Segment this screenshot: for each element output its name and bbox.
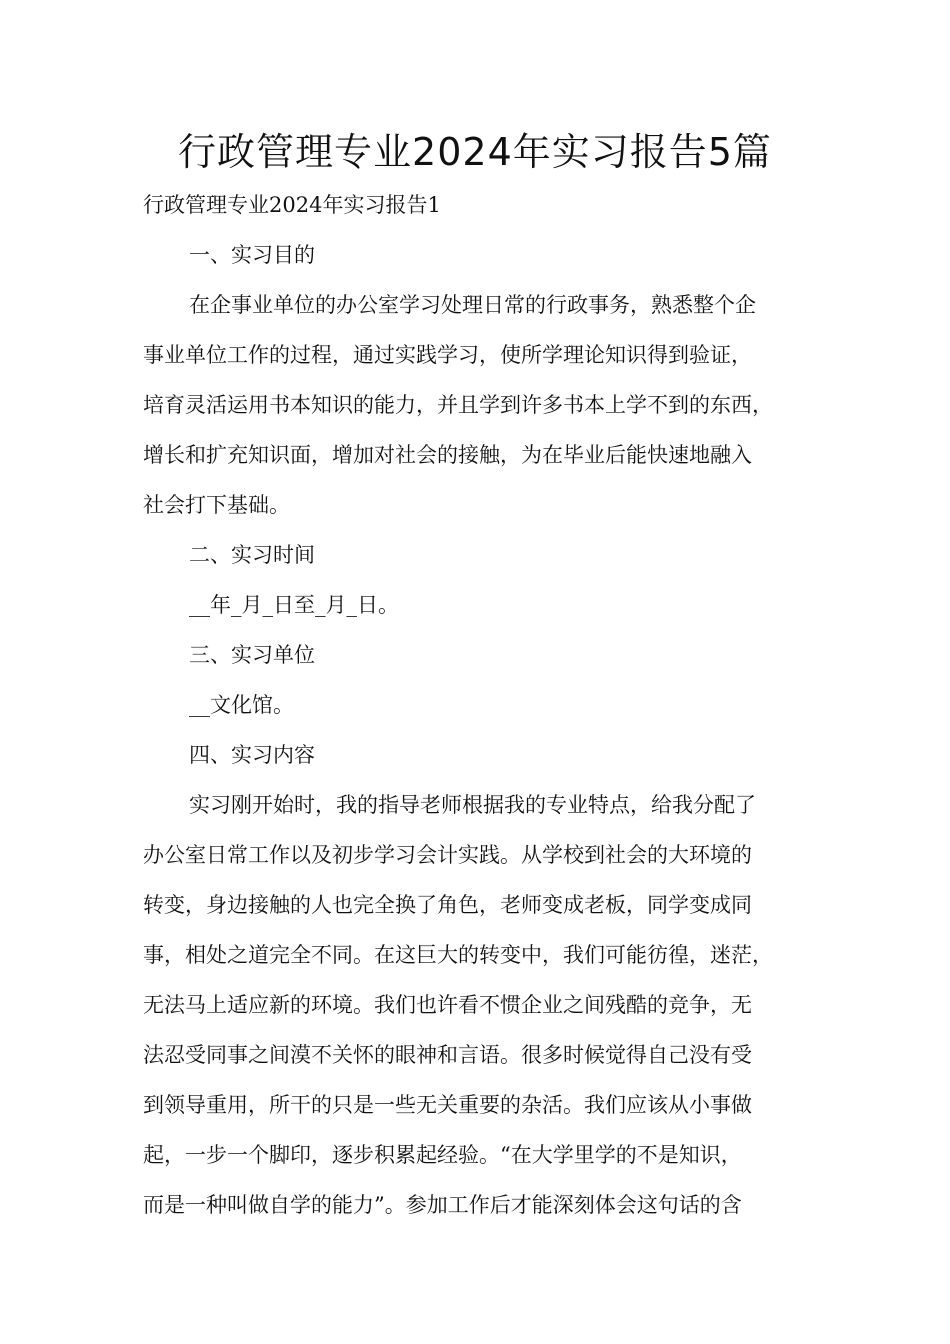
document-body — [143, 180, 823, 1230]
heading-content: 四、实习内容 — [189, 743, 315, 767]
paragraph-line: 实习刚开始时，我的指导老师根据我的专业特点，给我分配了 — [189, 793, 756, 817]
paragraph-line: 办公室日常工作以及初步学习会计实践。从学校到社会的大环境的 — [143, 843, 752, 867]
paragraph-line: 起，一步一个脚印，逐步积累起经验。“在大学里学的不是知识， — [143, 1143, 742, 1167]
heading-time: 二、实习时间 — [189, 543, 315, 567]
paragraph-line: 无法马上适应新的环境。我们也许看不惯企业之间残酷的竞争，无 — [143, 993, 752, 1017]
paragraph-line: 转变，身边接触的人也完全换了角色，老师变成老板，同学变成同 — [143, 893, 752, 917]
document-title: 行政管理专业2024年实习报告5篇 — [178, 130, 772, 174]
paragraph-line: 法忍受同事之间漠不关怀的眼神和言语。很多时候觉得自己没有受 — [143, 1043, 752, 1067]
section-heading-report-1: 行政管理专业2024年实习报告1 — [143, 193, 441, 217]
paragraph-line: __文化馆。 — [189, 693, 294, 717]
paragraph-line: 增长和扩充知识面，增加对社会的接触，为在毕业后能快速地融入 — [143, 443, 752, 467]
paragraph-line: 社会打下基础。 — [143, 493, 290, 517]
paragraph-line: 培育灵活运用书本知识的能力，并且学到许多书本上学不到的东西， — [143, 393, 773, 417]
paragraph-line: 事，相处之道完全不同。在这巨大的转变中，我们可能彷徨，迷茫， — [143, 943, 773, 967]
paragraph-line: 到领导重用，所干的只是一些无关重要的杂活。我们应该从小事做 — [143, 1093, 752, 1117]
paragraph-line: __年_月_日至_月_日。 — [189, 593, 399, 617]
heading-purpose: 一、实习目的 — [189, 243, 315, 267]
paragraph-line: 而是一种叫做自学的能力”。参加工作后才能深刻体会这句话的含 — [143, 1193, 742, 1217]
heading-unit: 三、实习单位 — [189, 643, 315, 667]
paragraph-line: 在企事业单位的办公室学习处理日常的行政事务，熟悉整个企 — [189, 293, 756, 317]
paragraph-line: 事业单位工作的过程，通过实践学习，使所学理论知识得到验证， — [143, 343, 752, 367]
